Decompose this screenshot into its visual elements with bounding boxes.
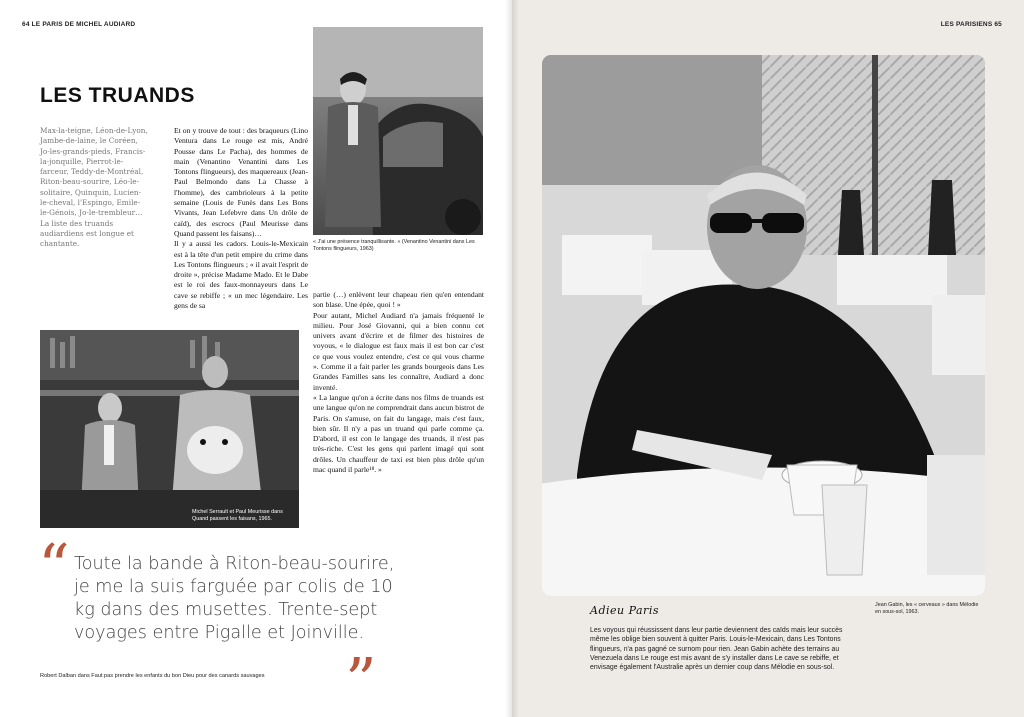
pull-quote: Toute la bande à Riton-beau-sourire, je me la suis farguée par colis de 10 kg dans des musettes. Trente-sept voyages entre Pigalle et Joinville.: [74, 554, 395, 643]
book-spine: [505, 0, 519, 717]
photo-bar-scene: [40, 330, 299, 528]
page-title: LES TRUANDS: [40, 84, 195, 107]
main-photo-jean-gabin: [542, 55, 985, 596]
sidebar-title: Adieu Paris: [590, 604, 659, 617]
sidebar-text: Les voyous qui réussissent dans leur partie deviennent des caïds mais leur succès même les oblige bien souvent à quitter Paris. Louis-le-Mexicain, dans Les Tontons flingueurs, n'a pas gagné ce surnom pour rien. Jean Gabin achète des terrains au Venezuela dans Le rouge est mis avant de s'y installer dans Le cave se rebiffe, et envisage également l'Australie après un dernier coup dans Mélodie en sous-sol.: [590, 627, 843, 672]
bar-photo-caption: Michel Serrault et Paul Meurisse dans Quand passent les faisans, 1965.: [192, 509, 283, 522]
left-folio: 64 LE PARIS DE MICHEL AUDIARD: [22, 21, 136, 28]
right-folio: LES PARISIENS 65: [940, 21, 1002, 28]
intro-text: Max-la-teigne, Léon-de-Lyon, Jambe-de-laine, le Coréen, Jo-les-grands-pieds, Francis-la-jonquille, Pierrot-le-farceur, Teddy-de-Montréal, Riton-beau-sourire, Léo-le-solitaire, Quinquin, Lucien-le-cheval, l'Espingo, Emile-le-Génois, Jo-le-trembleur… La liste des truands audiardiens est longue et chantante.: [40, 126, 148, 249]
photo-bar-scene-image: [40, 330, 299, 528]
paragraph: Il y a aussi les cadors. Louis-le-Mexicain est à la tête d'un petit empire du crime dans Les Tontons flingueurs ; « il avait l'esprit de droite », précise Madame Mado. Et le Dabe est le roi des faux-monnayeurs dans Le cave se rebiffe ; « un mec légendaire. Les gens de sa: [174, 239, 308, 311]
close-quote-icon: ”: [345, 644, 377, 717]
paragraph: « La langue qu'on a écrite dans nos films de truands est une langue qu'on ne comprendrait dans aucun bistrot de Paris. On s'amuse, on fait du langage, mais c'est faux, bien sûr. Il n'y a pas un truand qui parle comme ça. D'abord, il est con le langage des truands, il n'est pas très-riche. C'est les gens qui parlent imagé qui sont drôles. Un chauffeur de taxi est bien plus drôle qu'un mac quand il parle¹⁸. »: [313, 392, 484, 475]
paragraph: Pour autant, Michel Audiard n'a jamais fréquenté le milieu. Pour José Giovanni, qui a bien connu cet univers avant d'écrire et de filmer des histoires de voyous, « le dialogue est faux mais il est bon car c'est ce que vous voulez entendre, c'est ce qui vous charme ». Comme il a fait parler les grands bourgeois dans Les Grandes Familles sans les connaître, Audiard a donc inventé.: [313, 310, 484, 392]
main-photo-caption: Jean Gabin, les « cerveaux » dans Mélodie en sous-sol, 1963.: [875, 602, 979, 615]
photo-man-with-car: [313, 27, 483, 235]
open-quote-icon: “: [38, 530, 70, 603]
article-column-3: [313, 290, 484, 475]
quote-attribution: Robert Dalban dans Faut pas prendre les enfants du bon Dieu pour des canards sauvages: [40, 673, 265, 679]
paragraph: Et on y trouve de tout : des braqueurs (Lino Ventura dans Le rouge est mis, André Pousse dans Le Pacha), des hommes de main (Venantino Venantini dans Les Tontons flingueurs), des maquereaux (Jean-Paul Belmondo dans La Chasse à l'homme), des cambrioleurs à la petite semaine (Louis de Funès dans Les Bons Vivants, Jean Lefebvre dans Un drôle de caïd), des escrocs (Paul Meurisse dans Quand passent les faisans)…: [174, 126, 308, 238]
main-photo-image: [542, 55, 985, 596]
article-column-2: [174, 126, 308, 311]
paragraph: partie (…) enlèvent leur chapeau rien qu'en entendant son blase. Une épée, quoi ! »: [313, 290, 484, 310]
top-photo-caption: « J'ai une présence tranquillisante. » (Venantino Venantini dans Les Tontons flingueurs, 1963): [313, 239, 475, 252]
photo-man-with-car-image: [313, 27, 483, 235]
